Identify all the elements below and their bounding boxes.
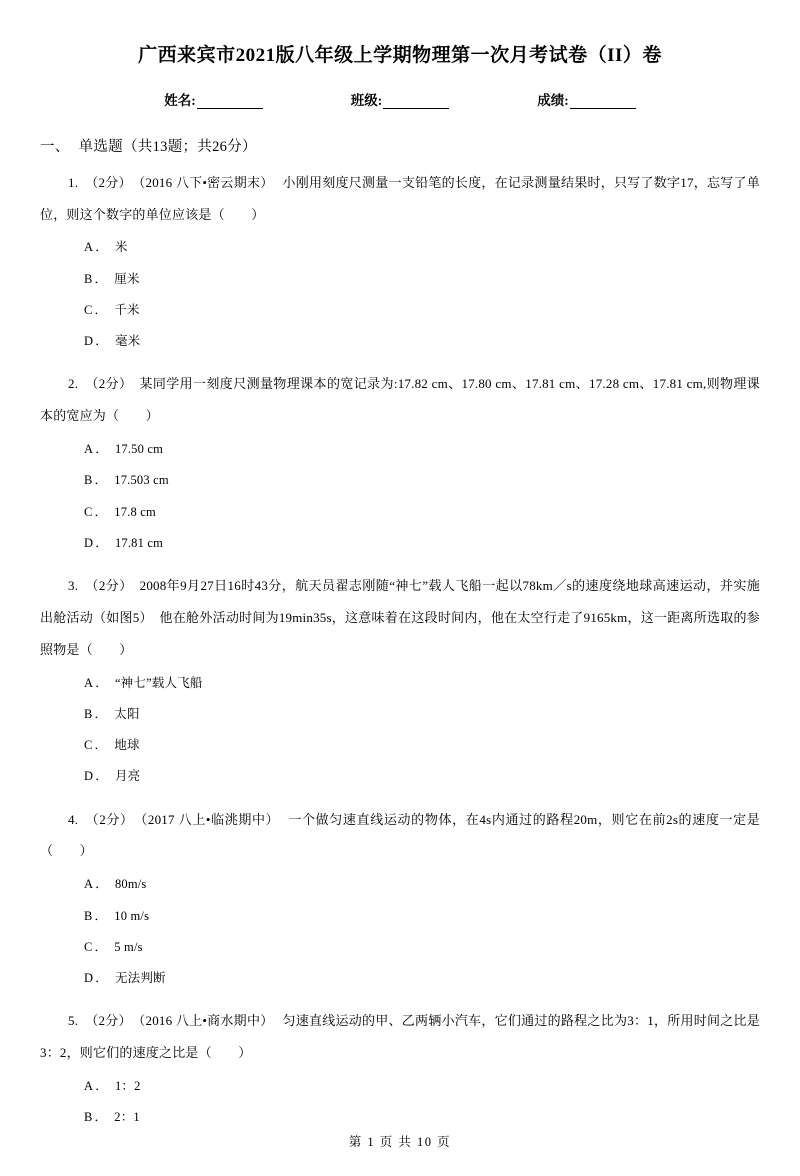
option-c-letter: C xyxy=(84,738,93,753)
option-c-text: 5 m/s xyxy=(114,939,143,954)
option-a-text: 1：2 xyxy=(114,1078,141,1093)
option-c-dot: ． xyxy=(94,504,108,519)
option-c-dot: ． xyxy=(94,939,108,954)
option-b-dot: ． xyxy=(94,706,108,721)
score-field-blank[interactable] xyxy=(570,95,636,109)
option-a[interactable] xyxy=(40,434,760,465)
option-a-letter: A xyxy=(84,240,94,255)
option-c-dot: ． xyxy=(94,302,108,317)
option-b-dot: ． xyxy=(94,908,108,923)
option-b[interactable] xyxy=(40,264,760,295)
option-a-dot: ． xyxy=(95,877,108,892)
option-b-text: 太阳 xyxy=(114,706,140,721)
option-c-letter: C xyxy=(84,504,93,519)
option-b-letter: B xyxy=(84,1110,93,1125)
class-field[interactable] xyxy=(351,89,450,109)
option-b-letter: B xyxy=(84,473,93,488)
question-2 xyxy=(40,368,760,559)
option-c[interactable] xyxy=(40,730,760,761)
option-a-letter: A xyxy=(84,442,94,457)
option-b-letter: B xyxy=(84,706,93,721)
option-a-text: 80m/s xyxy=(114,877,147,892)
option-a[interactable] xyxy=(40,232,760,263)
option-a[interactable] xyxy=(40,869,760,900)
option-a-text: 17.50 cm xyxy=(114,442,164,457)
question-4-score: （2分） xyxy=(85,811,134,827)
question-5-source: （2016 八上•商水期中） xyxy=(138,1013,274,1029)
option-d[interactable] xyxy=(40,761,760,792)
option-d-text: 毫米 xyxy=(114,334,141,349)
question-5-options xyxy=(40,1071,760,1134)
question-4-options xyxy=(40,869,760,994)
question-2-number: 2. xyxy=(68,376,79,392)
option-a-text: “神七”载人飞船 xyxy=(114,675,203,690)
option-a-letter: A xyxy=(84,877,94,892)
question-5 xyxy=(40,1005,760,1133)
question-5-text xyxy=(40,1005,760,1069)
question-2-options xyxy=(40,434,760,559)
question-4-number: 4. xyxy=(68,811,79,827)
question-1 xyxy=(40,167,760,358)
question-3-text xyxy=(40,570,760,666)
option-a-letter: A xyxy=(84,1078,94,1093)
option-b[interactable] xyxy=(40,901,760,932)
question-4-source: （2017 八上•临洮期中） xyxy=(140,811,280,827)
question-5-number: 5. xyxy=(68,1013,79,1029)
section-header xyxy=(40,135,760,156)
question-3-number: 3. xyxy=(68,578,79,594)
option-a-dot: ． xyxy=(95,240,108,255)
option-d-letter: D xyxy=(84,334,94,349)
name-field-label: 姓名: xyxy=(164,92,196,108)
question-3-score: （2分） xyxy=(85,578,133,594)
question-1-body: 小刚用刻度尺测量一支铅笔的长度，在记录测量结果时，只写了数字17，忘写了单位，则这个数字的单位应该是（ ） xyxy=(40,174,760,222)
question-1-source: （2016 八下•密云期末） xyxy=(138,174,274,190)
option-b-text: 10 m/s xyxy=(114,908,150,923)
option-c-text: 17.8 cm xyxy=(114,504,156,519)
question-4 xyxy=(40,804,760,995)
option-d[interactable] xyxy=(40,963,760,994)
page-footer: 第 1 页 共 10 页 xyxy=(348,1135,452,1149)
question-2-text xyxy=(40,368,760,432)
option-d-dot: ． xyxy=(95,971,108,986)
option-c[interactable] xyxy=(40,497,760,528)
question-5-score: （2分） xyxy=(85,1013,132,1029)
option-b-dot: ． xyxy=(94,271,108,286)
question-3-body: 2008年9月27日16时43分，航天员翟志刚随“神七”载人飞船一起以78km／s的速度绕地球高速运动，并实施出舱活动（如图5） 他在舱外活动时间为19min35s，这意味着在这段时间内，他在太空行走了9165km，这一距离所选取的参照物是（ ） xyxy=(40,578,760,657)
option-a-dot: ． xyxy=(95,442,108,457)
section-number: 一、 xyxy=(40,138,70,155)
question-4-text xyxy=(40,804,760,868)
option-b-dot: ． xyxy=(94,473,108,488)
question-1-options xyxy=(40,232,760,357)
option-a[interactable] xyxy=(40,668,760,699)
student-info-row xyxy=(40,89,760,109)
option-c-text: 千米 xyxy=(114,302,140,317)
option-d-text: 无法判断 xyxy=(114,971,166,986)
question-2-score: （2分） xyxy=(85,376,133,392)
question-1-number: 1. xyxy=(68,174,79,190)
class-field-label: 班级: xyxy=(350,92,383,108)
option-b-text: 17.503 cm xyxy=(114,473,169,488)
option-d-text: 月亮 xyxy=(114,769,141,784)
option-b-letter: B xyxy=(84,908,93,923)
option-b[interactable] xyxy=(40,465,760,496)
section-title: 单选题（共13题；共26分） xyxy=(78,138,257,155)
option-b-text: 厘米 xyxy=(114,271,140,286)
option-b-dot: ． xyxy=(94,1110,108,1125)
option-a-text: 米 xyxy=(114,240,128,255)
question-1-score: （2分） xyxy=(85,174,132,190)
score-field-label: 成绩: xyxy=(537,92,569,108)
option-d-text: 17.81 cm xyxy=(114,535,164,550)
option-c-text: 地球 xyxy=(114,738,140,753)
question-3 xyxy=(40,570,760,793)
class-field-blank[interactable] xyxy=(383,95,449,109)
question-1-text xyxy=(40,167,760,231)
score-field[interactable] xyxy=(537,89,636,109)
option-c[interactable] xyxy=(40,932,760,963)
option-d-dot: ． xyxy=(95,769,108,784)
option-c-letter: C xyxy=(84,939,93,954)
option-a-dot: ． xyxy=(95,1078,108,1093)
name-field[interactable] xyxy=(164,89,263,109)
name-field-blank[interactable] xyxy=(197,95,263,109)
option-d-letter: D xyxy=(84,769,94,784)
option-d[interactable] xyxy=(40,528,760,559)
option-c[interactable] xyxy=(40,295,760,326)
option-c-dot: ． xyxy=(94,738,108,753)
option-b[interactable] xyxy=(40,1102,760,1133)
question-4-body: 一个做匀速直线运动的物体，在4s内通过的路程20m，则它在前2s的速度一定是（ ） xyxy=(40,811,760,859)
question-2-body: 某同学用一刻度尺测量物理课本的宽记录为:17.82 cm、17.80 cm、17.81 cm、17.28 cm、17.81 cm,则物理课本的宽应为（ ） xyxy=(40,376,760,424)
option-a[interactable] xyxy=(40,1071,760,1102)
option-d-dot: ． xyxy=(95,535,108,550)
option-b-letter: B xyxy=(84,271,93,286)
option-a-letter: A xyxy=(84,675,94,690)
option-c-letter: C xyxy=(84,302,93,317)
page-title: 广西来宾市2021版八年级上学期物理第一次月考试卷（II）卷 xyxy=(138,45,662,66)
option-b[interactable] xyxy=(40,699,760,730)
exam-page xyxy=(0,44,800,1176)
option-d-letter: D xyxy=(84,535,94,550)
option-d[interactable] xyxy=(40,326,760,357)
option-d-letter: D xyxy=(84,971,94,986)
option-d-dot: ． xyxy=(95,334,108,349)
option-b-text: 2：1 xyxy=(114,1110,140,1125)
question-5-body: 匀速直线运动的甲、乙两辆小汽车，它们通过的路程之比为3：1，所用时间之比是3：2，则它们的速度之比是（ ） xyxy=(40,1013,760,1061)
option-a-dot: ． xyxy=(95,675,108,690)
question-3-options xyxy=(40,668,760,793)
